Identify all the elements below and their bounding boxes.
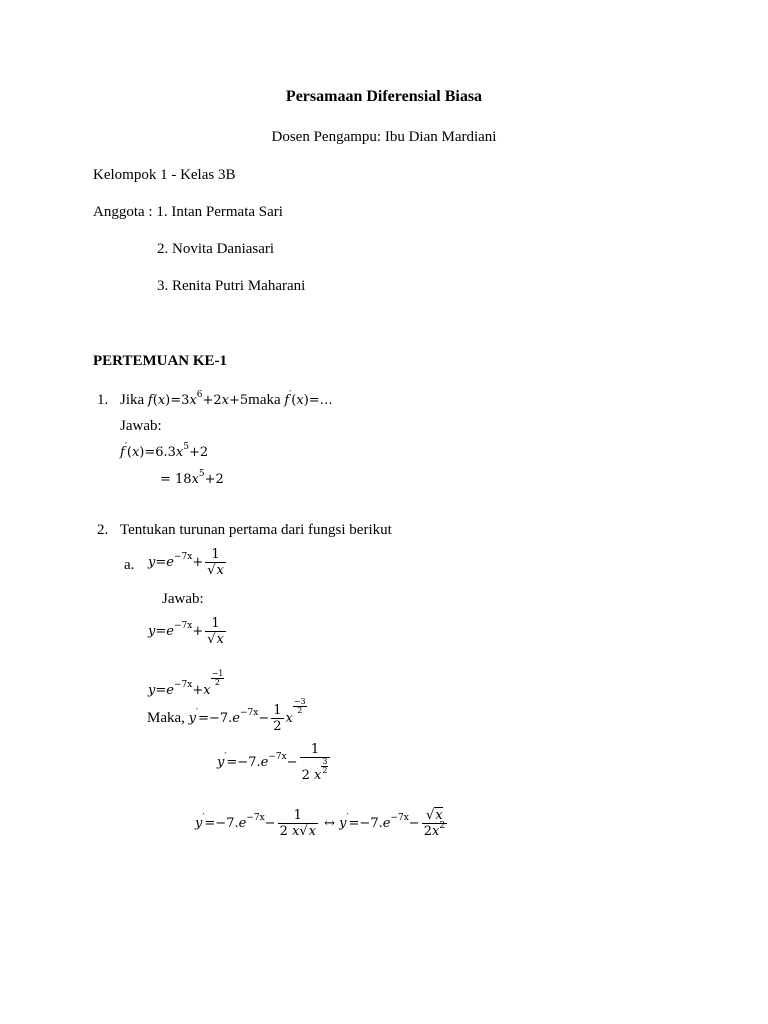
page-title: Persamaan Diferensial Biasa [285, 88, 483, 105]
q1-maka: maka [248, 392, 281, 408]
q2a-function: $y=e^{-7x}+$ $\frac{1}{√x}$ [148, 547, 224, 578]
q2a-step-3 [147, 698, 307, 734]
q1-answer-label: Jawab: [120, 418, 162, 434]
q1-step-2: = $18x^5+2$ [160, 469, 224, 487]
q2a-step-1: $y=e^{-7x}+$ $\frac{1}{√x}$ [148, 616, 224, 647]
q1-step-1: $f'(x)=6.3x^5+2$ [120, 442, 209, 460]
q2a-derivative-2: $y'=-7.e^{-7x}-$ 1 2 x $\frac{3}{2}$ [217, 742, 332, 783]
member-1-line: Anggota : 1. Intan Permata Sari [93, 204, 283, 220]
lecturer-line: Dosen Pengampu: Ibu Dian Mardiani [271, 129, 497, 145]
q1-jika: Jika [120, 392, 145, 408]
section-heading: PERTEMUAN KE-1 [93, 353, 228, 369]
q2-question: Tentukan turunan pertama dari fungsi berikut [120, 522, 392, 538]
q2a-final-result: $y'=-7.e^{-7x}-$ $\frac{1}{2 x√x}$ ↔ $y'=-7.e^{-7x}-$ $\frac{√x}{2x^2}$ [195, 808, 446, 839]
q2a-derivative-1: $y'=-7.e^{-7x}-$ $\frac{1}{2}$ x $\frac{-3}{2}$ [188, 697, 306, 734]
q2-answer-label: Jawab: [162, 591, 204, 607]
q1-derivative-ask: f′(x)=… [284, 390, 333, 408]
q2-number: 2. [97, 522, 109, 538]
q1-number: 1. [97, 392, 109, 408]
member-2-line: 2. Novita Daniasari [157, 241, 275, 257]
q1-function-formula: $f(x)=3x^6+2x+5$ [147, 390, 249, 408]
member-3-line: 3. Renita Putri Maharani [157, 278, 306, 294]
q2-maka: Maka, [147, 710, 185, 726]
q2a-step-2: $y=e^{-7x}+x$ $\frac{-1}{2}$ [148, 669, 224, 698]
q2-sub-a: a. [124, 557, 135, 573]
group-line: Kelompok 1 - Kelas 3B [93, 167, 236, 183]
q1-question [120, 392, 333, 409]
